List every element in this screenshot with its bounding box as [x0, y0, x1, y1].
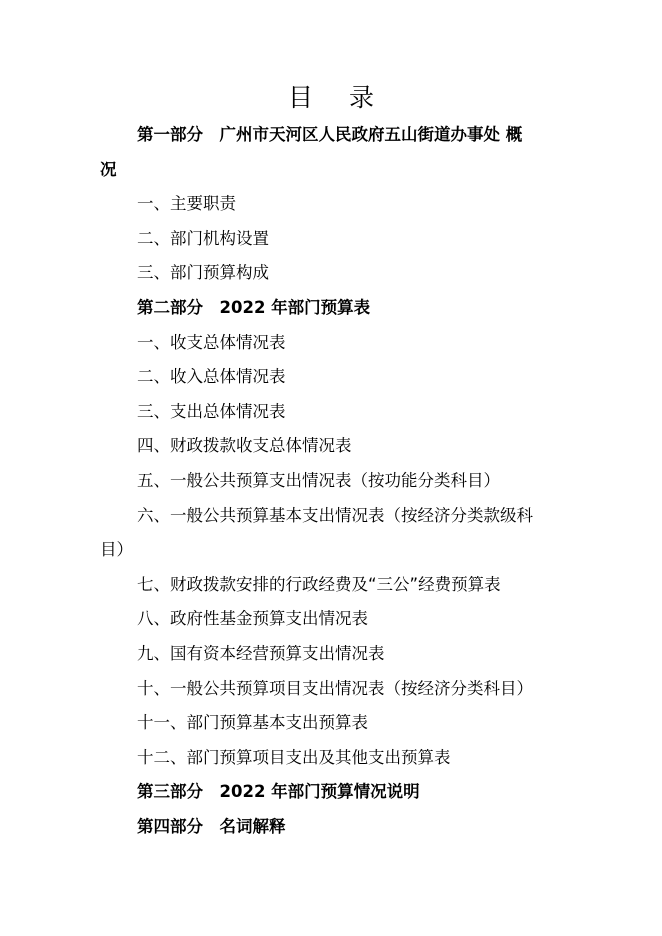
toc-item-org-setup: 二、部门机构设置 [137, 228, 269, 248]
toc-part-1-continuation: 况 [100, 159, 117, 179]
toc-item-table-6-continuation: 目） [100, 540, 133, 560]
toc-item-table-6: 六、一般公共预算基本支出情况表（按经济分类款级科 [137, 505, 533, 525]
toc-item-table-5: 五、一般公共预算支出情况表（按功能分类科目） [137, 470, 500, 490]
toc-item-table-7: 七、财政拨款安排的行政经费及“三公”经费预算表 [137, 574, 501, 594]
toc-item-table-1: 一、收支总体情况表 [137, 332, 286, 352]
toc-item-table-12: 十二、部门预算项目支出及其他支出预算表 [137, 747, 451, 767]
toc-item-table-4: 四、财政拨款收支总体情况表 [137, 436, 352, 456]
toc-item-table-3: 三、支出总体情况表 [137, 401, 286, 421]
toc-part-1: 第一部分 广州市天河区人民政府五山街道办事处 概 [137, 125, 523, 144]
toc-item-budget-composition: 三、部门预算构成 [137, 263, 269, 283]
toc-title: 目 录 [288, 83, 388, 112]
table-of-contents [100, 118, 570, 844]
toc-item-table-11: 十一、部门预算基本支出预算表 [137, 713, 368, 733]
toc-item-table-10: 十、一般公共预算项目支出情况表（按经济分类科目） [137, 678, 533, 698]
toc-item-table-2: 二、收入总体情况表 [137, 367, 286, 387]
toc-part-2: 第二部分 2022 年部门预算表 [137, 297, 371, 317]
toc-item-table-9: 九、国有资本经营预算支出情况表 [137, 643, 385, 663]
toc-part-3: 第三部分 2022 年部门预算情况说明 [137, 782, 420, 802]
toc-part-4: 第四部分 名词解释 [137, 816, 286, 836]
toc-item-table-8: 八、政府性基金预算支出情况表 [137, 609, 368, 629]
toc-item-main-duties: 一、主要职责 [137, 194, 236, 214]
